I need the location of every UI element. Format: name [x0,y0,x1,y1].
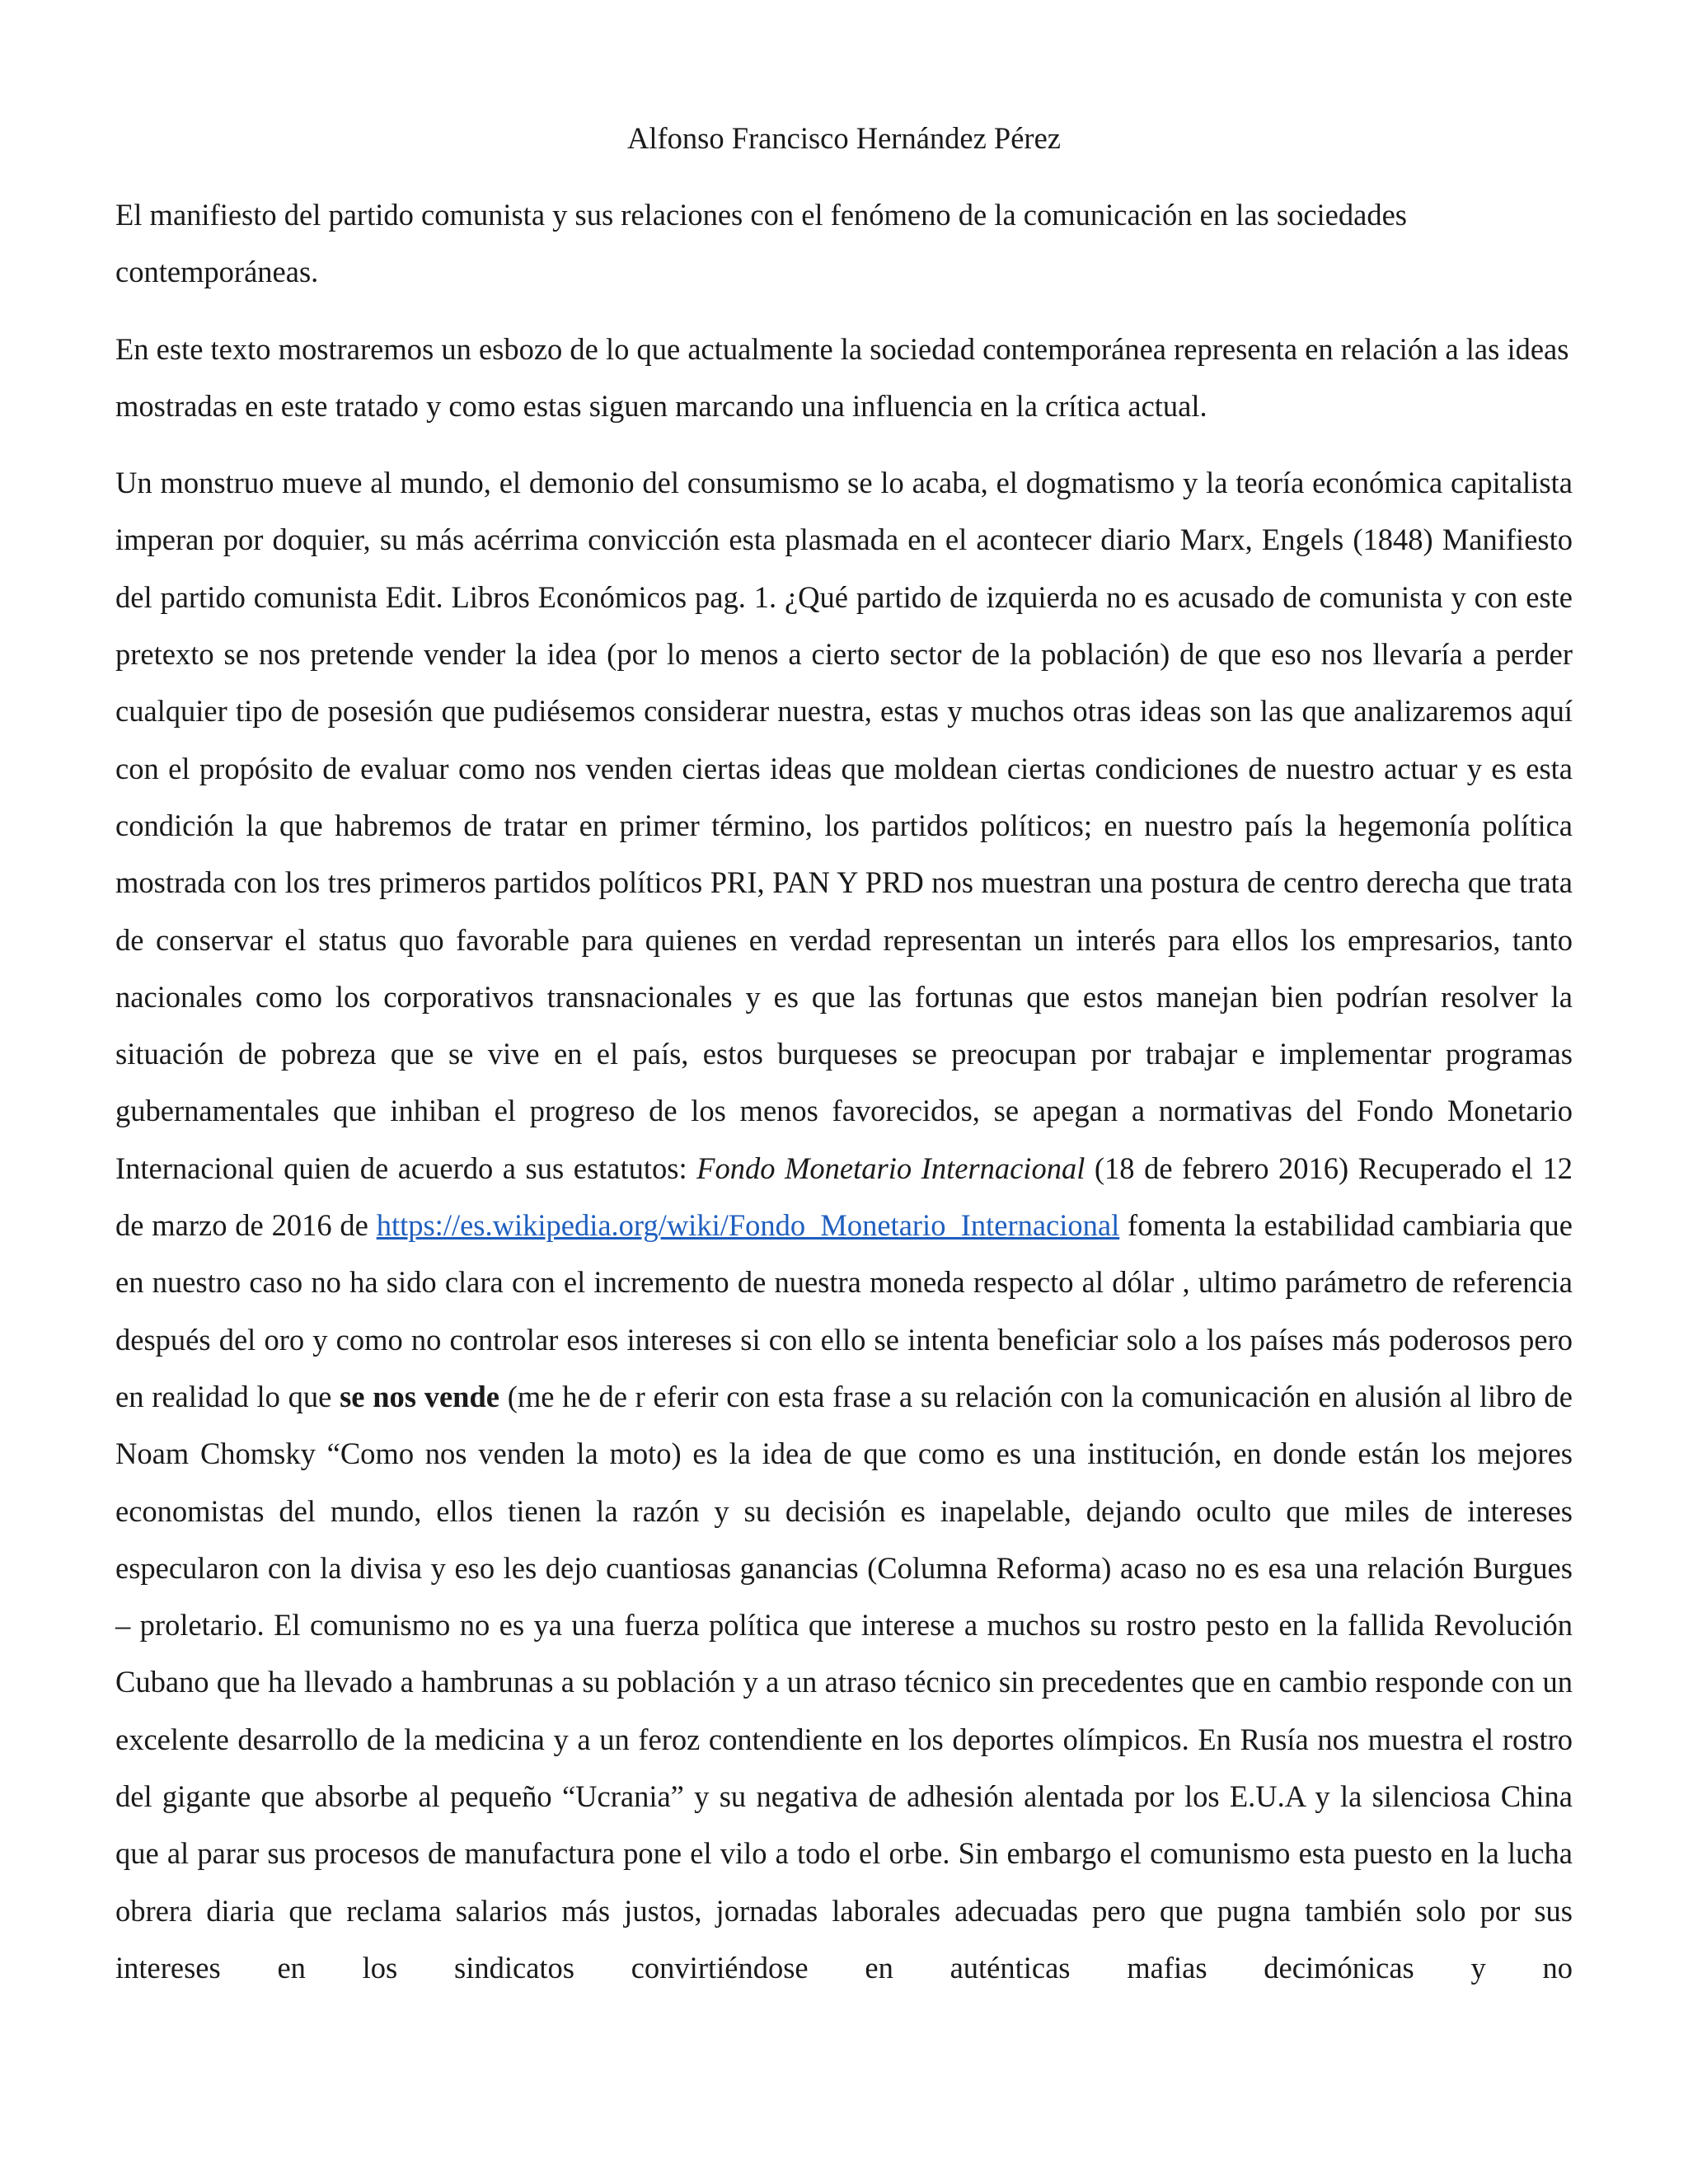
author-name: Alfonso Francisco Hernández Pérez [626,121,1061,155]
emphasis-phrase: se nos vende [340,1379,499,1413]
citation-title: Fondo Monetario Internacional [696,1151,1085,1185]
body-text-part-1: Un monstruo mueve al mundo, el demonio del consumismo se lo acaba, el dogmatismo y la teoría económica capitalista imperan por doquier, su más acérrima convicción esta plasmada en el acontecer diario Marx, Engels (1848) Manifiesto del partido comunista Edit. Libros Económicos pag. 1. ¿Qué partido de izquierda no es acusado de comunista y con este pretexto se nos pretende vender la idea (por lo menos a cierto sector de la población) de que eso nos llevaría a perder cualquier tipo de posesión que pudiésemos considerar nuestra, estas y muchos otras ideas son las que analizaremos aquí con el propósito de evaluar como nos venden ciertas ideas que moldean ciertas condiciones de nuestro actuar y es esta condición la que habremos de tratar en primer término, los partidos políticos; en nuestro país la hegemonía política mostrada con los tres primeros partidos políticos PRI, PAN Y PRD nos muestran una postura de centro derecha que trata de conservar el status quo favorable para quienes en verdad representan un interés para ellos los empresarios, tanto nacionales como los corporativos transnacionales y es que las fortunas que estos manejan bien podrían resolver la situación de pobreza que se vive en el país, estos burqueses se preocupan por trabajar e implementar programas gubernamentales que inhiban el progreso de los menos favorecidos, se apegan a normativas del Fondo Monetario Internacional quien de acuerdo a sus estatutos: [115,466,1573,1185]
body-text-part-2: (18 de febrero 2016) Recuperado el 12 de marzo de 2016 de [115,1151,1573,1243]
document-title: El manifiesto del partido comunista y sus relaciones con el fenómeno de la comunicación en las sociedades contemporáneas. [115,198,1407,289]
body-text-part-3: fomenta la estabilidad cambiaria que en nuestro caso no ha sido clara con el incremento de nuestra moneda respecto al dólar , ultimo parámetro de referencia después del oro y como no controlar esos intereses si con ello se intenta beneficiar solo a los países más poderosos pero en realidad lo que [115,1208,1573,1413]
body-paragraph [115,454,1573,1996]
wikipedia-link[interactable]: https://es.wikipedia.org/wiki/Fondo_Monetario_Internacional [376,1208,1120,1243]
intro-paragraph: En este texto mostraremos un esbozo de lo que actualmente la sociedad contemporánea representa en relación a las ideas mostradas en este tratado y como estas siguen marcando una influencia en la crítica actual. [115,331,1569,423]
document-page [115,114,1573,2016]
body-text-part-4: (me he de r eferir con esta frase a su relación con la comunicación en alusión al libro de Noam Chomsky “Como nos venden la moto) es la idea de que como es una institución, en donde están los mejores economistas del mundo, ellos tienen la razón y su decisión es inapelable, dejando oculto que miles de intereses especularon con la divisa y eso les dejo cuantiosas ganancias (Columna Reforma) acaso no es esa una relación Burgues – proletario. El comunismo no es ya una fuerza política que interese a muchos su rostro pesto en la fallida Revolución Cubano que ha llevado a hambrunas a su población y a un atraso técnico sin precedentes que en cambio responde con un excelente desarrollo de la medicina y a un feroz contendiente en los deportes olímpicos. En Rusía nos muestra el rostro del gigante que absorbe al pequeño “Ucrania” y su negativa de adhesión alentada por los E.U.A y la silenciosa China que al parar sus procesos de manufactura pone el vilo a todo el orbe. Sin embargo el comunismo esta puesto en la lucha obrera diaria que reclama salarios más justos, jornadas laborales adecuadas pero que pugna también solo por sus intereses en los sindicatos convirtiéndose en auténticas mafias decimónicas y no [115,1379,1573,1985]
